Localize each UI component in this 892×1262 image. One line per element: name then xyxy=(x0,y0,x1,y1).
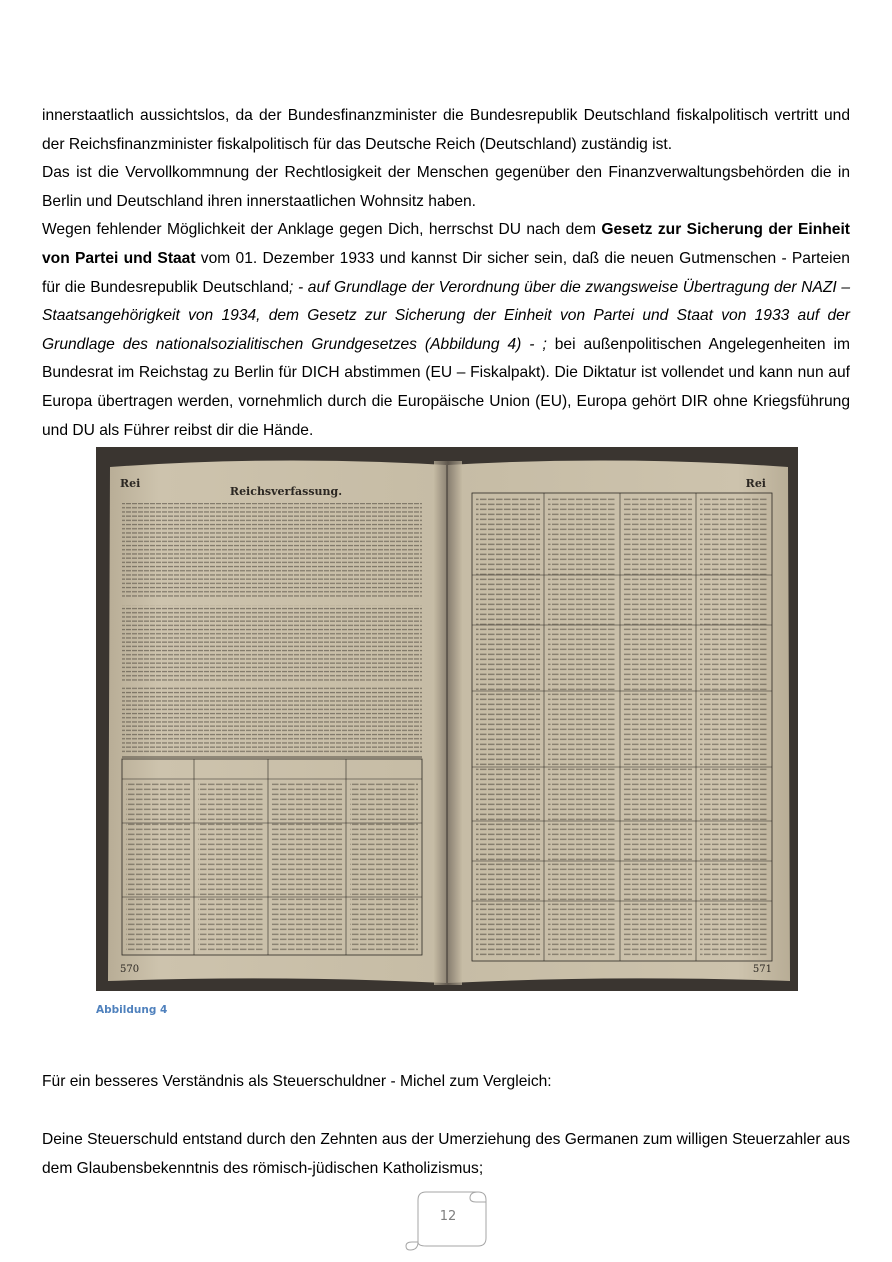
paragraph-3-italic: ; - auf Grundlage der Verordnung über die zwangsweise Übertragung der NAZI – Staatsangehörigkeit von 1934, dem Gesetz zur Sicherung der Einheit von Partei und Staat von 1933 auf der Grundlage des nationalsozialitischen Grundgesetzes (Abbildung 4) - ; xyxy=(42,278,850,353)
left-page-number: 570 xyxy=(120,964,140,975)
left-running-head: Rei xyxy=(120,477,141,490)
figure-caption: Abbildung 4 xyxy=(96,1004,168,1016)
body-text-bottom xyxy=(42,1126,850,1183)
paragraph-3-text-e: bei außenpolitischen Angelegenheiten im Bundesrat im Reichstag zu Berlin für DICH abstimmen (EU – Fiskalpakt). Die Diktatur ist vollendet und kann nun auf Europa übertragen werden, vornehmlich durch die Europäische Union (EU), Europa gehört DIR ohne Kriegsführung und DU als Führer reibst dir die Hände. xyxy=(42,335,850,439)
left-page-heading: Reichsverfassung. xyxy=(229,485,343,498)
paragraph-3-text-c: vom 01. Dezember 1933 und kannst Dir sicher sein, daß die neuen Gutmenschen - Parteien für die Bundesrepublik Deutschland xyxy=(42,249,850,296)
paragraph-1: innerstaatlich aussichtslos, da der Bundesfinanzminister die Bundesrepublik Deutschland fiskalpolitisch vertritt und der Reichsfinanzminister fiskalpolitisch für das Deutsche Reich (Deutschland) zuständig ist. xyxy=(42,107,850,153)
left-page-table xyxy=(122,759,422,955)
paragraph-5: Deine Steuerschuld entstand durch den Zehnten aus der Umerziehung des Germanen zum willigen Steuerzahler aus dem Glaubensbekenntnis des römisch-jüdischen Katholizismus; xyxy=(42,1131,850,1177)
paragraph-3-text-a: Wegen fehlender Möglichkeit der Anklage gegen Dich, herrschst DU nach dem xyxy=(42,221,602,239)
body-text-middle xyxy=(42,1068,850,1097)
paragraph-3 xyxy=(42,216,850,445)
paragraph-4: Für ein besseres Verständnis als Steuerschuldner - Michel zum Vergleich: xyxy=(42,1073,552,1090)
book-photo-figure xyxy=(96,447,798,991)
right-page-number: 571 xyxy=(752,964,772,975)
page-number: 12 xyxy=(439,1209,457,1224)
law-title-bold: Gesetz zur Sicherung der Einheit von Partei und Staat xyxy=(42,221,850,267)
open-book-image xyxy=(96,447,798,991)
paragraph-2: Das ist die Vervollkommnung der Rechtlosigkeit der Menschen gegenüber den Finanzverwaltungsbehörden die in Berlin und Deutschland ihren innerstaatlichen Wohnsitz haben. xyxy=(42,164,850,210)
right-running-head: Rei xyxy=(745,477,766,490)
body-text-top xyxy=(42,102,850,445)
